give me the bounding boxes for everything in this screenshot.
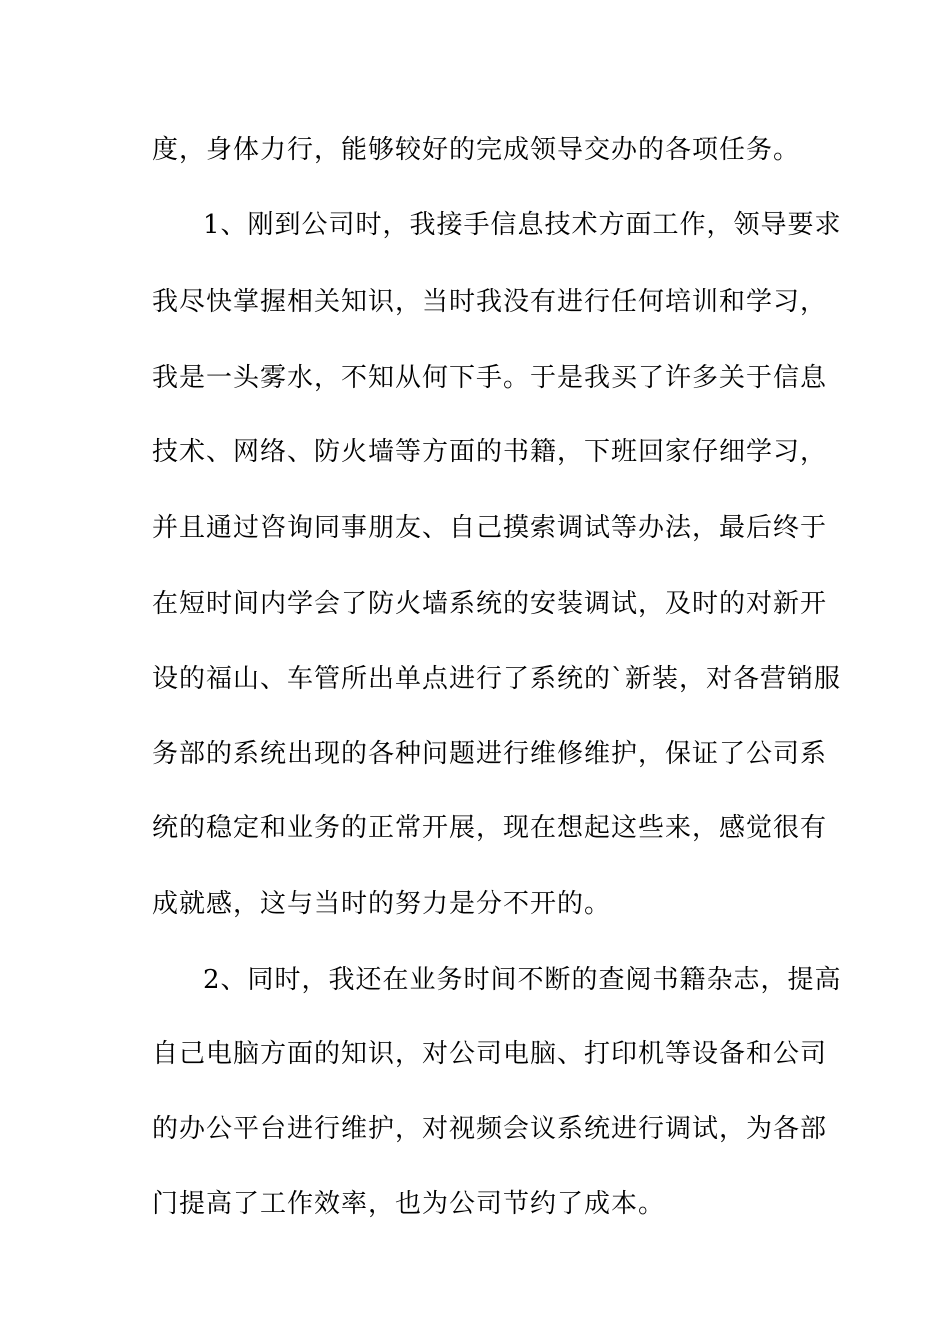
text-line: 在短时间内学会了防火墙系统的安装调试，及时的对新开 bbox=[152, 589, 828, 619]
text-line: 度，身体力行，能够较好的完成领导交办的各项任务。 bbox=[152, 135, 801, 165]
text-line: 门提高了工作效率，也为公司节约了成本。 bbox=[152, 1189, 666, 1219]
text-line: 设的福山、车管所出单点进行了系统的`新装，对各营销服 bbox=[152, 664, 842, 694]
text-line: 统的稳定和业务的正常开展，现在想起这些来，感觉很有 bbox=[152, 813, 828, 843]
text-line: 我是一头雾水，不知从何下手。于是我买了许多关于信息 bbox=[152, 363, 828, 393]
text-line: 技术、网络、防火墙等方面的书籍，下班回家仔细学习， bbox=[152, 437, 828, 467]
text-line: 的办公平台进行维护，对视频会议系统进行调试，为各部 bbox=[152, 1114, 828, 1144]
text-line: 务部的系统出现的各种问题进行维修维护，保证了公司系 bbox=[152, 739, 828, 769]
text-line: 1、刚到公司时，我接手信息技术方面工作，领导要求 bbox=[203, 210, 842, 240]
text-line: 成就感，这与当时的努力是分不开的。 bbox=[152, 889, 612, 919]
text-line: 并且通过咨询同事朋友、自己摸索调试等办法，最后终于 bbox=[152, 513, 828, 543]
text-line: 我尽快掌握相关知识，当时我没有进行任何培训和学习， bbox=[152, 287, 828, 317]
text-line: 2、同时，我还在业务时间不断的查阅书籍杂志，提高 bbox=[203, 965, 842, 995]
text-line: 自己电脑方面的知识，对公司电脑、打印机等设备和公司 bbox=[152, 1039, 828, 1069]
